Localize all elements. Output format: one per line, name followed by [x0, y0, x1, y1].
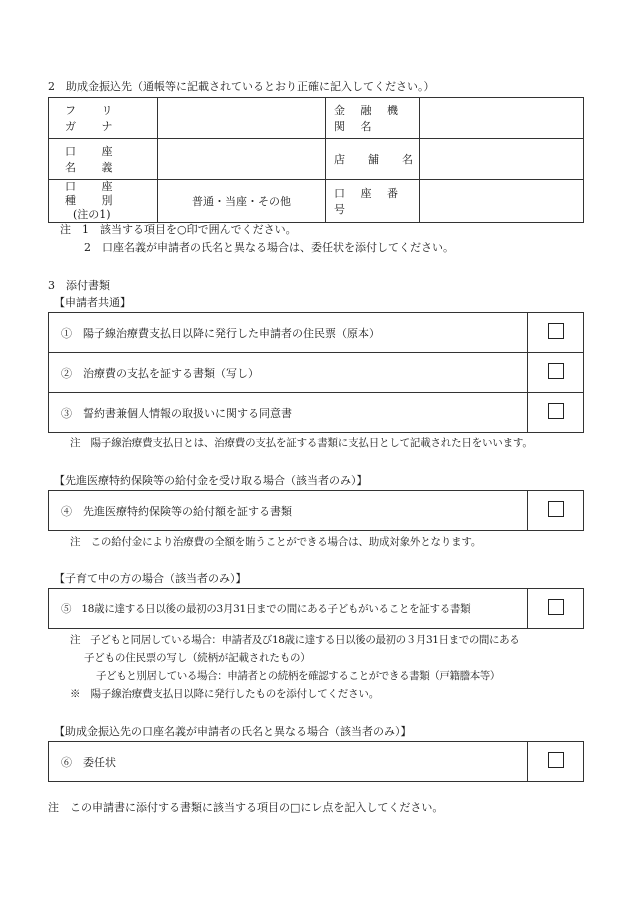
attachment-label: ⑤ 18歳に達する日以後の最初の3月31日までの間にある子どもがいることを証する書類 [49, 589, 528, 629]
group-heading-insurance: 【先進医療特約保険等の給付金を受け取る場合（該当者のみ）】 [54, 474, 368, 487]
footer-note: 注 この申請書に添付する書類に該当する項目の□にレ点を記入してください。 [48, 801, 444, 814]
checkbox[interactable] [548, 599, 564, 615]
account-number-label: 口 座 番 号 [326, 180, 420, 223]
checkbox[interactable] [548, 323, 564, 339]
group-heading-common: 【申請者共通】 [54, 296, 131, 309]
attachment-row [49, 353, 584, 393]
attachment-row [49, 313, 584, 353]
group-note: ※ 陽子線治療費支払日以降に発行したものを添付してください。 [70, 688, 379, 700]
branch-name-field[interactable] [420, 139, 584, 180]
attachment-table-proxy [48, 741, 584, 782]
attachment-label: ③ 誓約書兼個人情報の取扱いに関する同意書 [49, 393, 528, 433]
attachment-row [49, 393, 584, 433]
group-heading-childcare: 【子育て中の方の場合（該当者のみ）】 [54, 572, 247, 585]
attachment-table-common [48, 312, 584, 433]
section2-note-1: 注 1 該当する項目を○印で囲んでください。 [60, 223, 297, 236]
checkbox[interactable] [548, 501, 564, 517]
group-note: 注 陽子線治療費支払日とは、治療費の支払を証する書類に支払日として記載された日をいいます。 [70, 437, 533, 449]
furigana-label: フ リ ガ ナ [49, 98, 158, 139]
furigana-field[interactable] [158, 98, 326, 139]
bank-info-table [48, 97, 584, 223]
checkbox[interactable] [548, 403, 564, 419]
account-holder-field[interactable] [158, 139, 326, 180]
attachment-row [49, 589, 584, 629]
bank-name-label: 金 融 機 関 名 [326, 98, 420, 139]
group-note: 子どもの住民票の写し（続柄が記載されたもの） [84, 652, 311, 664]
account-type-label: 口 座 種 別 (注の1) [49, 180, 158, 223]
attachment-label: ④ 先進医療特約保険等の給付額を証する書類 [49, 491, 528, 531]
account-type-sub: (注の1) [73, 208, 111, 221]
branch-name-label: 店 舗 名 [326, 139, 420, 180]
group-note: 注 この給付金により治療費の全額を賄うことができる場合は、助成対象外となります。 [70, 536, 482, 548]
checkbox[interactable] [548, 752, 564, 768]
attachment-row [49, 742, 584, 782]
account-type-options[interactable]: 普通・当座・その他 [158, 180, 326, 223]
group-heading-proxy: 【助成金振込先の口座名義が申請者の氏名と異なる場合（該当者のみ）】 [54, 725, 412, 738]
checkbox[interactable] [548, 363, 564, 379]
section3-title: 3 添付書類 [48, 279, 110, 292]
attachment-table-insurance [48, 490, 584, 531]
attachment-label: ① 陽子線治療費支払日以降に発行した申請者の住民票（原本） [49, 313, 528, 353]
attachment-label: ⑥ 委任状 [49, 742, 528, 782]
attachment-table-childcare [48, 588, 584, 629]
account-number-field[interactable] [420, 180, 584, 223]
group-note: 注 子どもと同居している場合：申請者及び18歳に達する日以後の最初の３月31日までの間にある [70, 634, 520, 646]
bank-name-field[interactable] [420, 98, 584, 139]
group-note: 子どもと別居している場合：申請者との続柄を確認することができる書類（戸籍謄本等） [96, 670, 500, 682]
attachment-label: ② 治療費の支払を証する書類（写し） [49, 353, 528, 393]
section2-title: 2 助成金振込先（通帳等に記載されているとおり正確に記入してください。） [48, 80, 435, 93]
attachment-row [49, 491, 584, 531]
account-holder-label: 口 座 名 義 [49, 139, 158, 180]
section2-note-2: 2 口座名義が申請者の氏名と異なる場合は、委任状を添付してください。 [84, 241, 454, 254]
